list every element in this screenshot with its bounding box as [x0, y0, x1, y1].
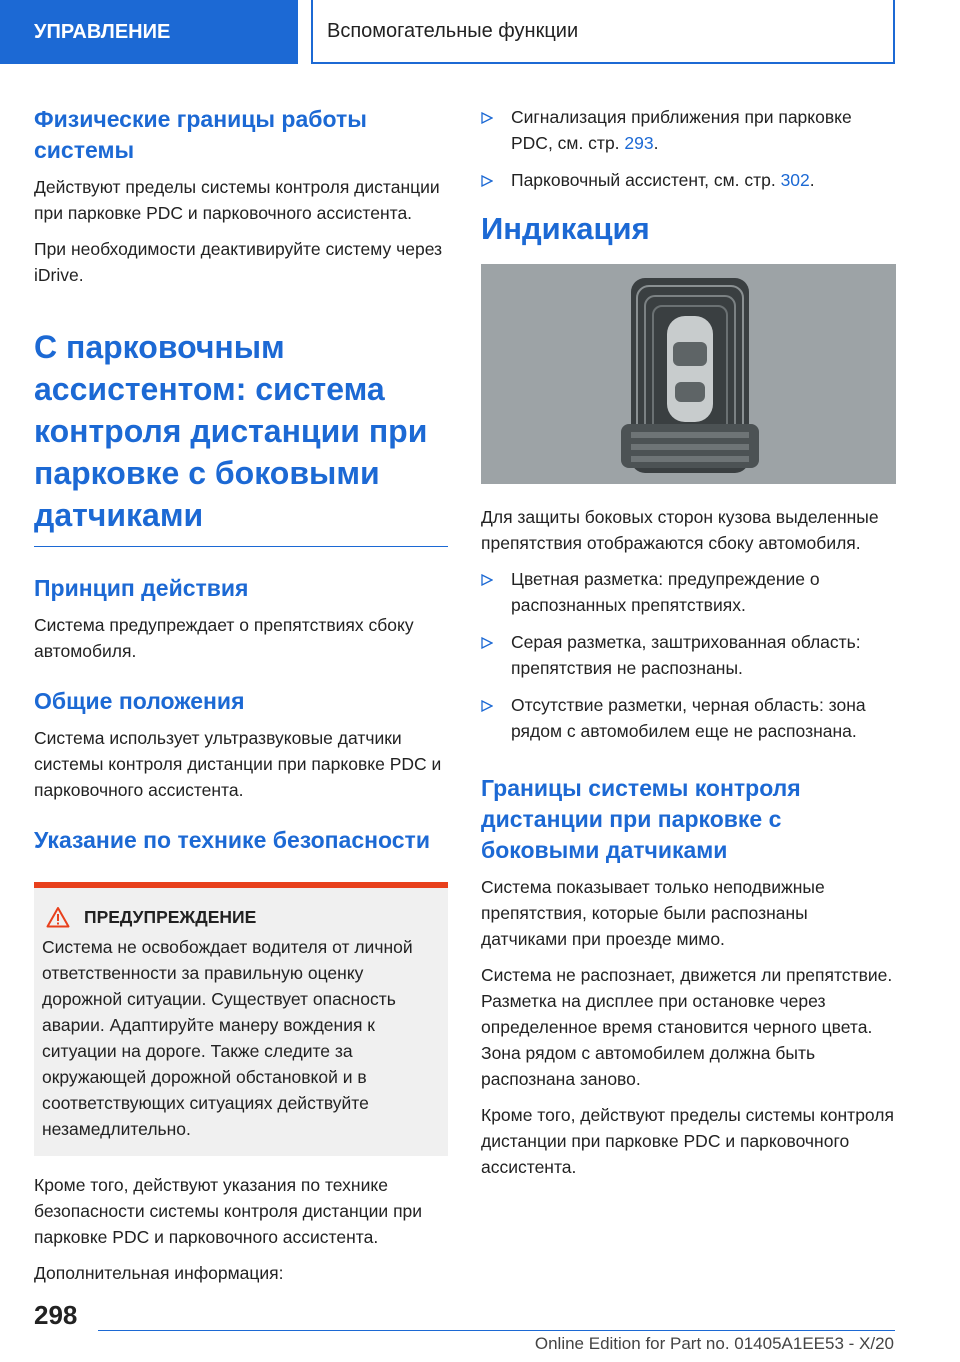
reference-text: Парковочный ассистент, см. стр.: [511, 170, 781, 190]
warning-text: Система не освобождает водителя от личной ответственности за правильную оценку дорожной ситуации. Существует опасность аварии. Адаптируйте манеру вождения к ситуации на дороге. Также следите за окружающей дорожной обстановкой и в соответствующих ситуациях действуйте незамедлительно.: [42, 937, 413, 1139]
list-item: [481, 692, 896, 744]
physical-limits-text-2: При необходимости деактивируйте систему через iDrive.: [34, 239, 443, 285]
warning-title-row: [42, 904, 440, 930]
display-item-text: Цветная разметка: предупреждение о распознанных препятствиях.: [511, 569, 820, 615]
footer-edition: Online Edition for Part no. 01405A1EE53 - X/20: [534, 1334, 894, 1353]
reference-list: [481, 104, 896, 193]
reference-end: .: [809, 170, 815, 190]
reference-end: .: [653, 133, 659, 153]
display-heading: Индикация: [481, 211, 650, 246]
principle-text: Система предупреждает о препятствиях сбоку автомобиля.: [34, 615, 414, 661]
additional-safety-text: Кроме того, действуют указания по технике безопасности системы контроля дистанции при парковке PDC и парковочного ассистента.: [34, 1175, 423, 1247]
display-item-text: Отсутствие разметки, черная область: зона рядом с автомобилем еще не распознана.: [511, 695, 866, 741]
general-heading: Общие положения: [34, 688, 245, 714]
triangle-bullet-icon: [481, 112, 493, 124]
physical-limits-heading: Физические границы работы системы: [34, 106, 367, 163]
list-item: [481, 104, 896, 156]
page-number: 298: [34, 1300, 78, 1330]
triangle-bullet-icon: [481, 175, 493, 187]
section-title: С парковочным ассистентом: система контроля дистанции при парковке с боковыми датчиками: [34, 329, 428, 533]
more-info-label: Дополнительная информация:: [34, 1263, 284, 1283]
triangle-bullet-icon: [481, 574, 493, 586]
warning-box: [34, 882, 448, 1156]
general-text: Система использует ультразвуковые датчики системы контроля дистанции при парковке PDC и парковочного ассистента.: [34, 728, 442, 800]
section-divider: [34, 546, 448, 547]
display-list: [481, 566, 896, 744]
limits-text-1: Система показывает только неподвижные препятствия, которые были распознаны датчиками при проезде мимо.: [481, 877, 825, 949]
safety-heading: Указание по технике безопасности: [34, 827, 430, 853]
limits-text-3: Кроме того, действуют пределы системы контроля дистанции при парковке PDC и парковочного ассистента.: [481, 1105, 894, 1177]
list-item: [481, 167, 896, 193]
warning-triangle-icon: [46, 906, 70, 928]
page-link-302[interactable]: 302: [780, 170, 810, 190]
limits-text-2: Система не распознает, движется ли препятствие. Разметка на дисплее при остановке через определенное время становится черного цвета. Зона рядом с автомобилем должна быть распознана заново.: [481, 965, 893, 1089]
page-link-293[interactable]: 293: [624, 133, 654, 153]
principle-heading: Принцип действия: [34, 575, 249, 601]
left-column: [34, 104, 448, 1296]
triangle-bullet-icon: [481, 700, 493, 712]
section-label: УПРАВЛЕНИЕ: [34, 20, 171, 43]
section-tab: [0, 0, 298, 64]
chapter-header: [311, 0, 895, 64]
footer-divider: [98, 1330, 895, 1331]
display-text: Для защиты боковых сторон кузова выделенные препятствия отображаются сбоку автомобиля.: [481, 507, 879, 553]
triangle-bullet-icon: [481, 637, 493, 649]
warning-title: ПРЕДУПРЕЖДЕНИЕ: [84, 907, 257, 927]
list-item: [481, 566, 896, 618]
chapter-label: Вспомогательные функции: [327, 19, 579, 42]
physical-limits-text-1: Действуют пределы системы контроля дистанции при парковке PDC и парковочного ассистента.: [34, 177, 440, 223]
limits-heading: Границы системы контроля дистанции при парковке с боковыми датчиками: [481, 775, 801, 863]
parking-display-image: [481, 264, 896, 484]
right-column: [481, 104, 896, 1190]
list-item: [481, 629, 896, 681]
display-item-text: Серая разметка, заштрихованная область: препятствия не распознаны.: [511, 632, 861, 678]
reference-text: Сигнализация приближения при парковке PDC, см. стр.: [511, 107, 852, 153]
